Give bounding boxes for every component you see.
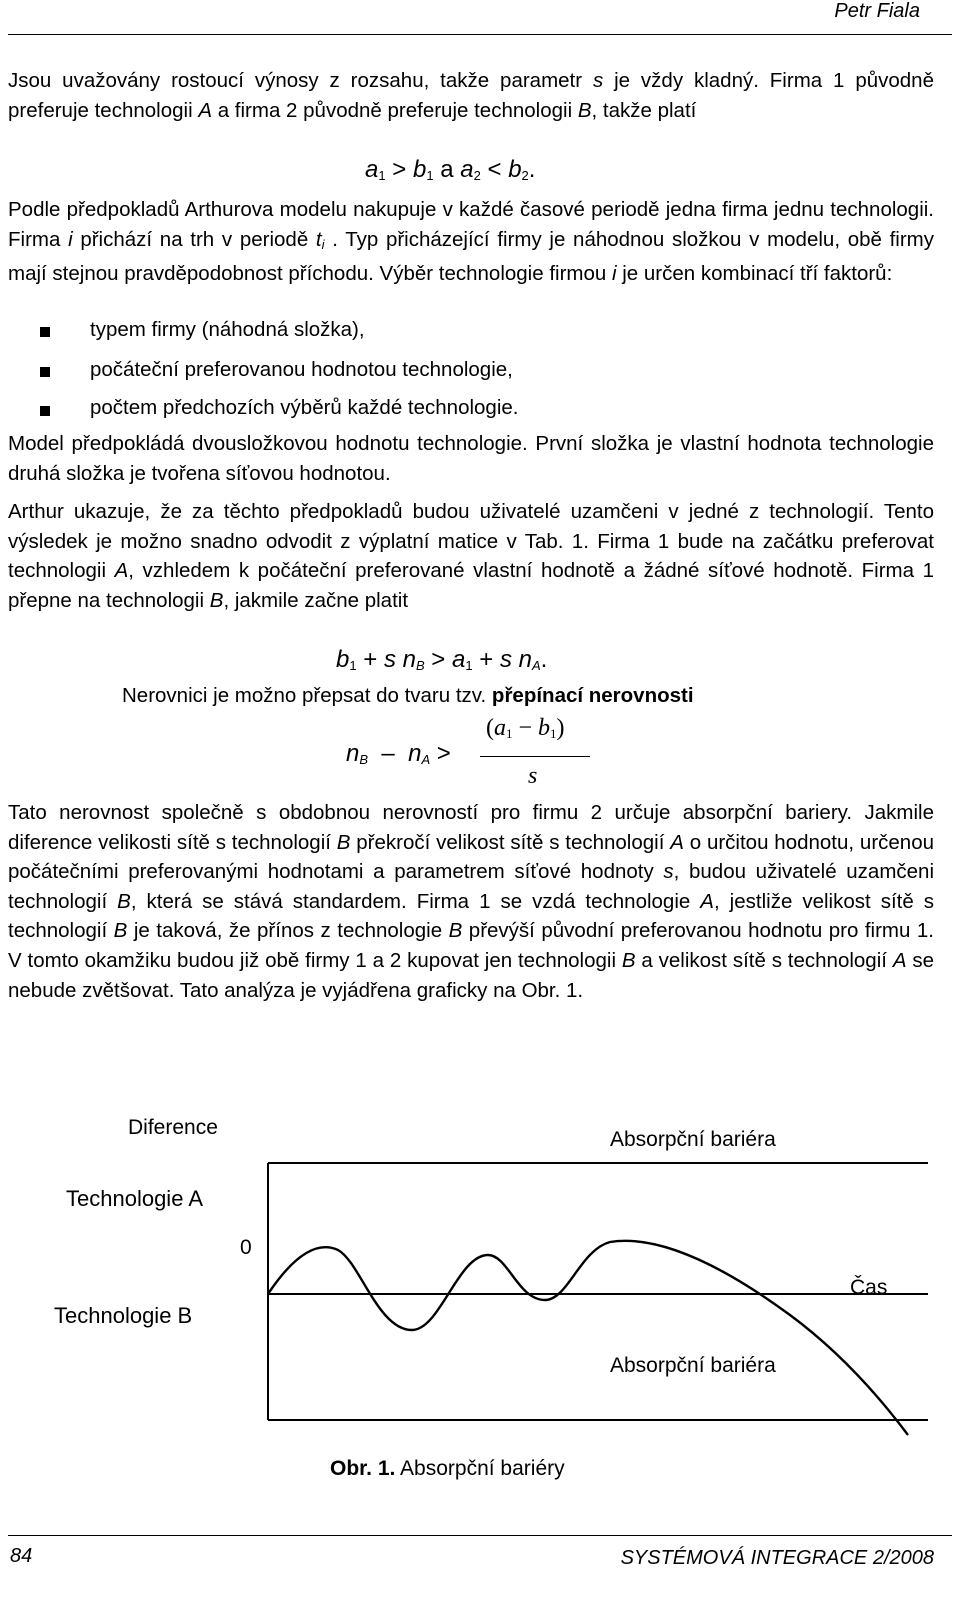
figure-label-zero: 0 <box>240 1236 252 1259</box>
inequality-switch: $b_1 + s$ $n_B > a_1 + s$ $n_A$. <box>336 646 548 673</box>
bullet-item: počtem předchozích výběrů každé technologie. <box>90 396 519 419</box>
figure-caption: Obr. 1. Absorpční bariéry <box>330 1457 565 1480</box>
inequality-a-b: $a_1 > b_1$ a $a_2 < b_2$. <box>365 156 536 183</box>
paragraph-arthur-model: Podle předpokladů Arthurova modelu nakupuje v každé časové periodě jedna firma jednu technologii. Firma i přichází na trh v periodě $t_i$ . Typ přicházející firmy je náhodnou složkou v modelu, obě firmy mají stejnou pravděpodobnost příchodu. Výběr technologie firmou i je určen kombinací tří faktorů: <box>8 198 934 286</box>
paragraph-switching-intro: Nerovnici je možno přepsat do tvaru tzv. přepínací nerovnosti <box>122 684 694 707</box>
figure-label-difference: Diference <box>128 1116 218 1139</box>
difference-curve <box>268 1241 908 1435</box>
figure-label-barrier-bottom: Absorpční bariéra <box>610 1354 776 1377</box>
footer-rule <box>8 1535 952 1536</box>
paragraph-absorbing-barrier: Tato nerovnost společně s obdobnou nerovností pro firmu 2 určuje absorpční bariery. Jakmile diference velikosti sítě s technologií B překročí velikost sítě s technologií A o určitou hodnotu, určenou počátečními preferovanými hodnotami a parametrem síťové hodnoty s, budou uživatelé uzamčeni technologií B, která se stává standardem. Firma 1 se vzdá technologie A, jestliže velikost sítě s technologií B je taková, že přínos z technologie B převýší původní preferovanou hodnotu pro firmu 1. V tomto okamžiku budou již obě firmy 1 a 2 kupovat jen technologii B a velikost sítě s technologií A se nebude zvětšovat. Tato analýza je vyjádřena graficky na Obr. 1. <box>8 801 935 1002</box>
page-number: 84 <box>10 1545 33 1567</box>
figure-label-barrier-top: Absorpční bariéra <box>610 1128 776 1151</box>
figure-label-tech-b: Technologie B <box>54 1303 193 1328</box>
paragraph-intro: Jsou uvažovány rostoucí výnosy z rozsahu, takže parametr s je vždy kladný. Firma 1 původně preferuje technologii A a firma 2 původně preferuje technologii B, takže platí <box>8 69 934 122</box>
paragraph-arthur-lockin: Arthur ukazuje, že za těchto předpokladů budou uživatelé uzamčeni v jedné z technologií. Tento výsledek je možno snadno odvodit z výplatní matice v Tab. 1. Firma 1 bude na začátku preferovat technologii A, vzhledem k počáteční preferované vlastní hodnotě a žádné síťové hodnotě. Firma 1 přepne na technologii B, jakmile začne platit <box>8 500 934 612</box>
journal-title: SYSTÉMOVÁ INTEGRACE 2/2008 <box>620 1547 934 1569</box>
bullet-item: počáteční preferovanou hodnotou technologie, <box>90 358 513 381</box>
bullet-item: typem firmy (náhodná složka), <box>90 318 365 341</box>
formula-denominator: s <box>528 763 538 789</box>
figure-label-tech-a: Technologie A <box>66 1186 203 1211</box>
formula-numerator: $(a_1 - b_1)$ <box>486 715 565 741</box>
running-header-author: Petr Fiala <box>834 0 920 22</box>
figure-label-time: Čas <box>850 1276 888 1299</box>
formula-left-side: $n_B - n_A$ > <box>346 740 451 767</box>
paragraph-model-value: Model předpokládá dvousložkovou hodnotu technologie. První složka je vlastní hodnota technologie druhá složka je tvořena síťovou hodnotou. <box>8 432 934 485</box>
